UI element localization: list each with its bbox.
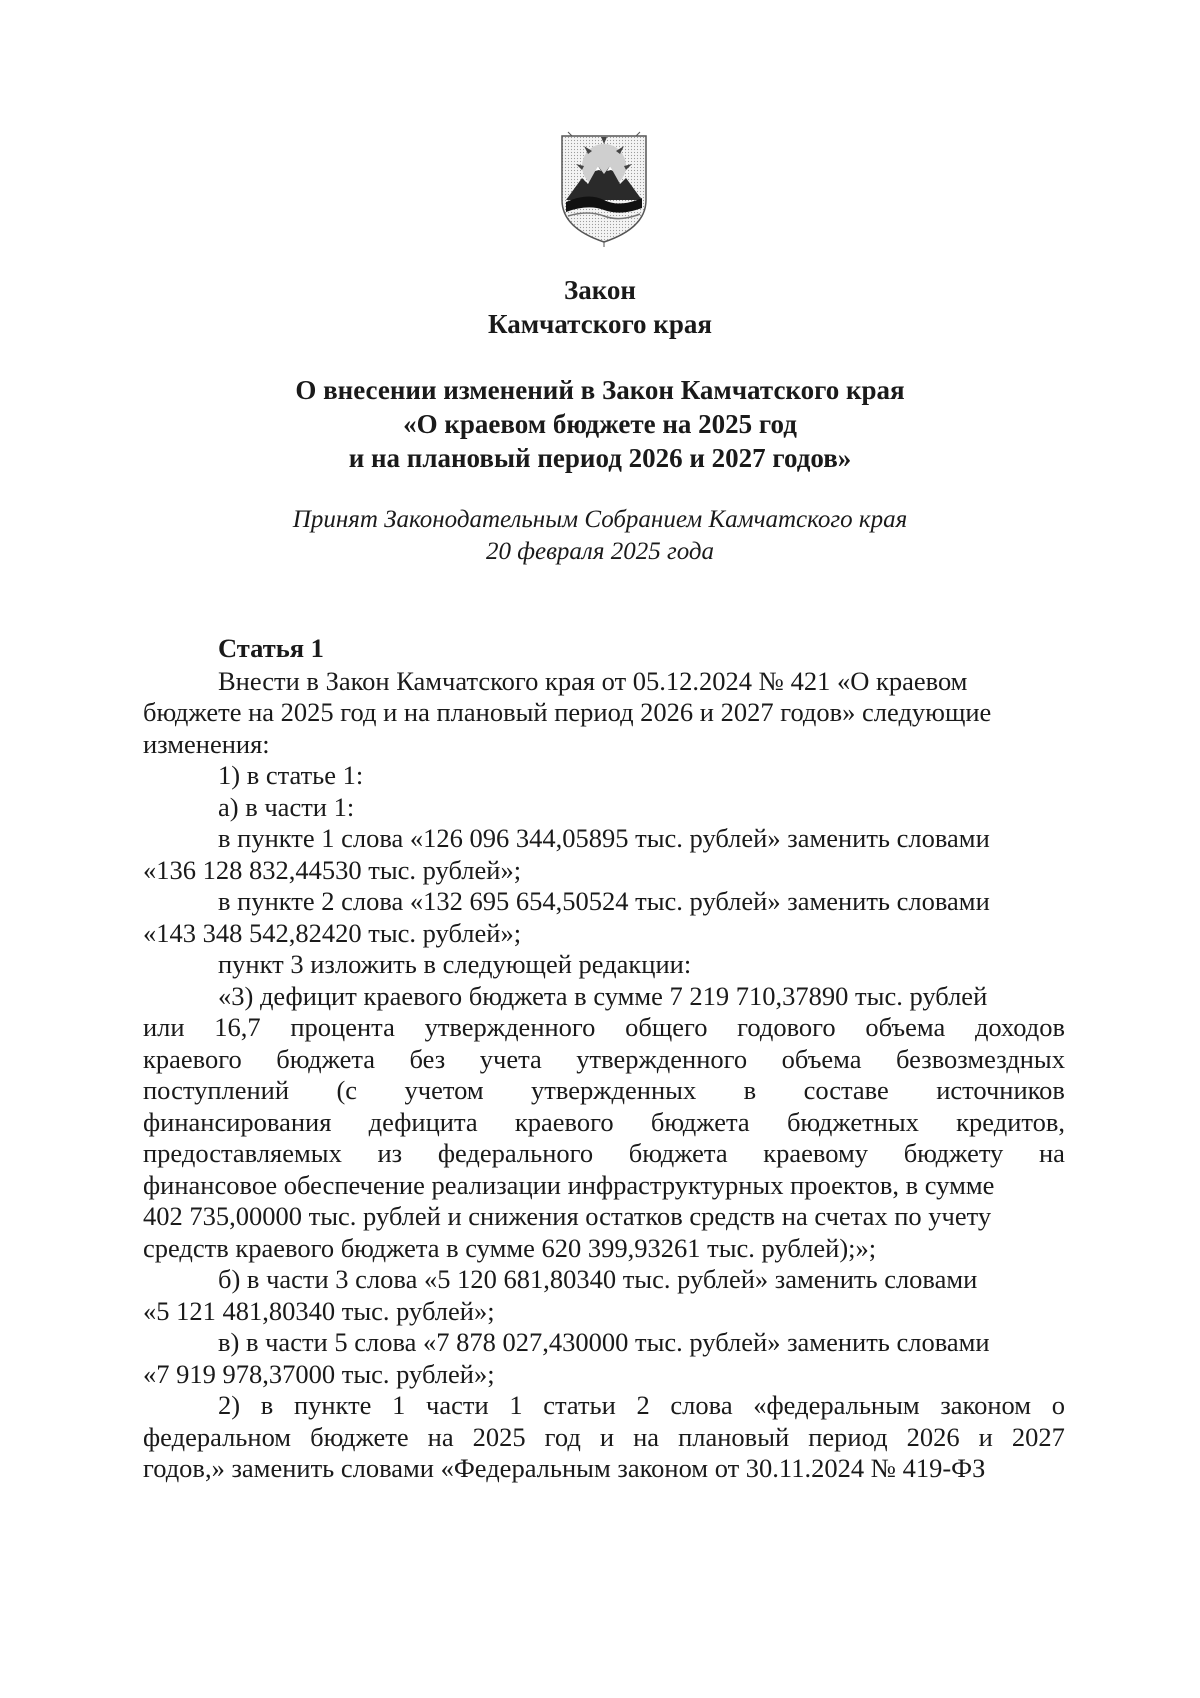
text-line: пункт 3 изложить в следующей редакции: <box>218 949 692 979</box>
law-title-line-3: и на плановый период 2026 и 2027 годов» <box>348 443 852 473</box>
text-line: «136 128 832,44530 тыс. рублей»; <box>143 854 522 885</box>
article-heading: Статья 1 <box>218 633 324 663</box>
text-line: средств краевого бюджета в сумме 620 399,93261 тыс. рублей);»; <box>143 1232 877 1263</box>
coat-of-arms-icon <box>558 130 650 248</box>
text-line: а) в части 1: <box>218 791 355 822</box>
text-line: «5 121 481,80340 тыс. рублей»; <box>143 1295 495 1326</box>
text-line: изменения: <box>143 728 270 759</box>
adoption-line-1: Принят Законодательным Собранием Камчатского края <box>292 506 908 533</box>
text-line: Внести в Закон Камчатского края от 05.12.2024 № 421 «О краевом <box>218 665 968 696</box>
text-line: финансирования дефицита краевого бюджета бюджетных кредитов, <box>143 1106 1065 1137</box>
text-line: бюджете на 2025 год и на плановый период 2026 и 2027 годов» следующие <box>143 697 992 727</box>
text-line: в пункте 1 слова «126 096 344,05895 тыс. рублей» заменить словами <box>218 823 990 853</box>
adoption-date: 20 февраля 2025 года <box>485 538 715 565</box>
text-line: поступлений (с учетом утвержденных в составе источников <box>143 1075 1065 1105</box>
text-line: б) в части 3 слова «5 120 681,80340 тыс. рублей» заменить словами <box>218 1264 978 1294</box>
text-line: в пункте 2 слова «132 695 654,50524 тыс. рублей» заменить словами <box>218 886 990 916</box>
text-line: 402 735,00000 тыс. рублей и снижения остатков средств на счетах по учету <box>143 1201 992 1231</box>
text-line: 2) в пункте 1 части 1 статьи 2 слова «федеральным законом о <box>218 1390 1065 1420</box>
text-line: 1) в статье 1: <box>218 760 364 790</box>
text-line: в) в части 5 слова «7 878 027,430000 тыс. рублей» заменить словами <box>218 1327 990 1357</box>
law-title-line-1: О внесении изменений в Закон Камчатского края <box>295 375 905 405</box>
text-line: «3) дефицит краевого бюджета в сумме 7 219 710,37890 тыс. рублей <box>218 980 988 1011</box>
text-line: годов,» заменить словами «Федеральным законом от 30.11.2024 № 419-ФЗ <box>143 1453 986 1483</box>
text-line: предоставляемых из федерального бюджета краевому бюджету на <box>143 1138 1065 1168</box>
text-line: «7 919 978,37000 тыс. рублей»; <box>143 1358 495 1389</box>
text-line: краевого бюджета без учета утвержденного объема безвозмездных <box>143 1043 1065 1074</box>
document-type: Закон <box>563 275 636 305</box>
region-name: Камчатского края <box>488 309 712 339</box>
law-title-line-2: «О краевом бюджете на 2025 год <box>403 409 797 439</box>
text-line: или 16,7 процента утвержденного общего годового объема доходов <box>143 1012 1065 1042</box>
text-line: федеральном бюджете на 2025 год и на плановый период 2026 и 2027 <box>143 1421 1065 1452</box>
article-body <box>143 633 1065 1485</box>
text-line: финансовое обеспечение реализации инфраструктурных проектов, в сумме <box>143 1169 995 1200</box>
text-line: «143 348 542,82420 тыс. рублей»; <box>143 917 522 948</box>
